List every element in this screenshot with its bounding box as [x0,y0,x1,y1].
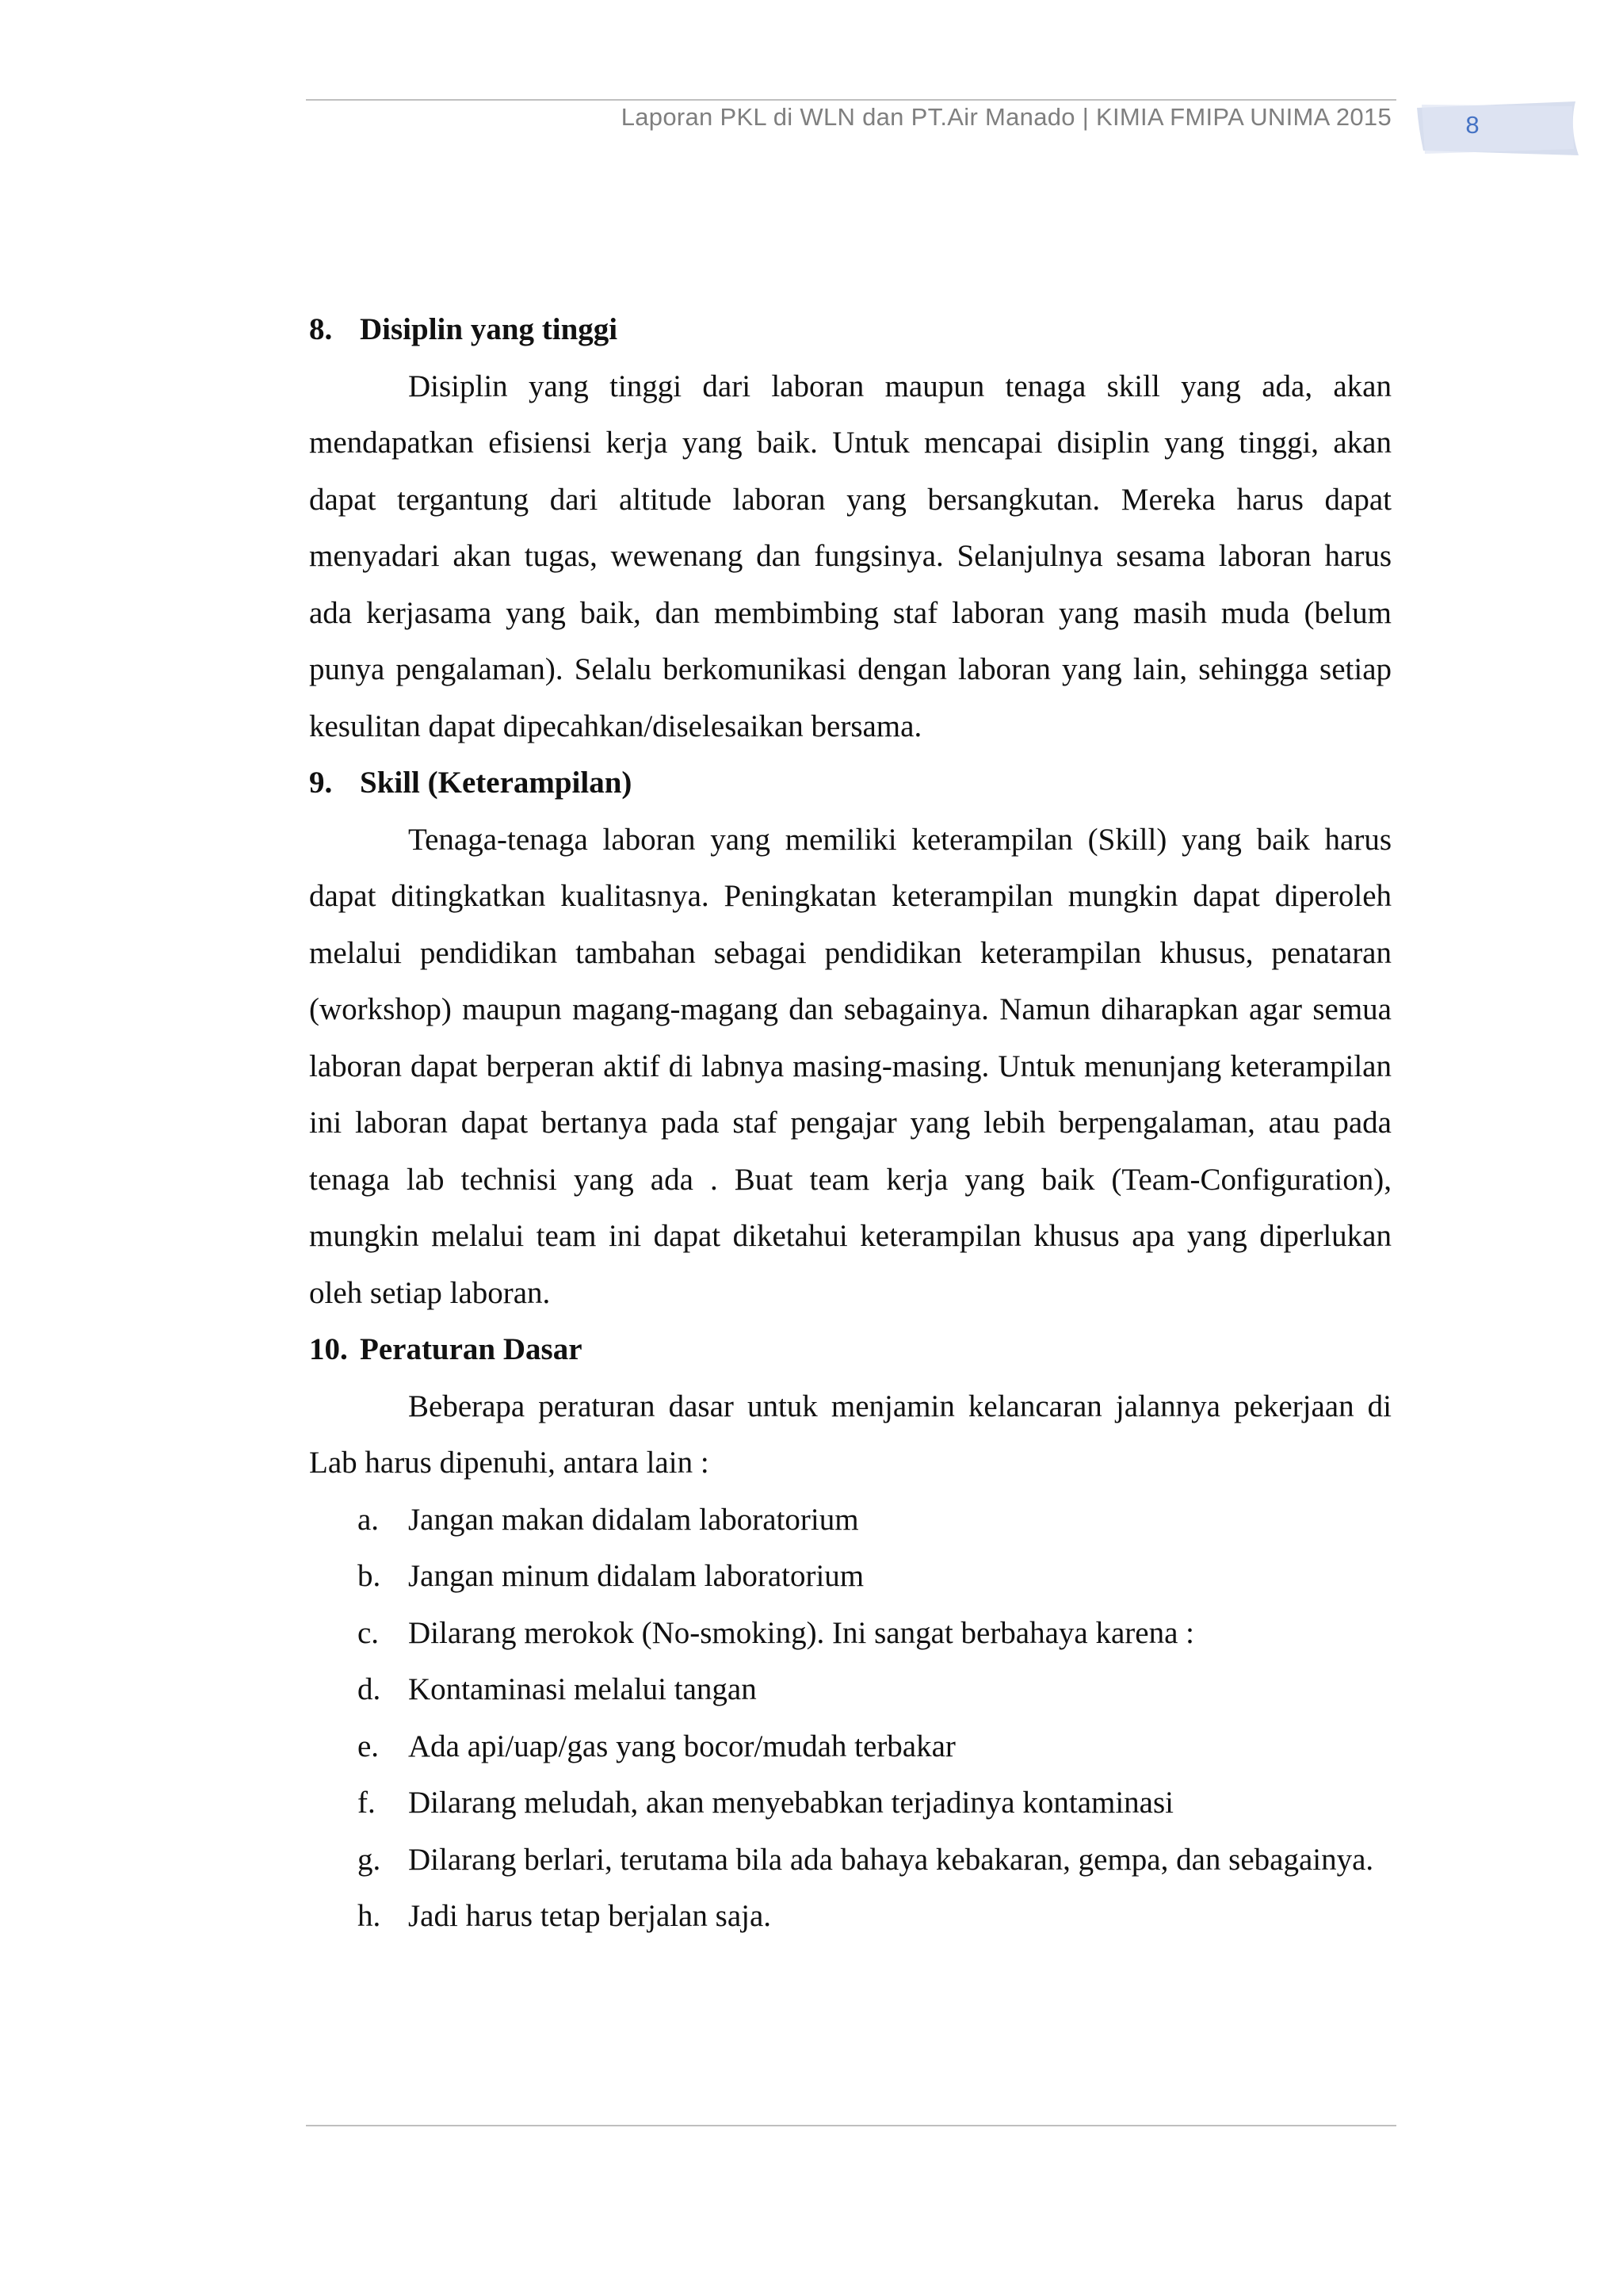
list-text: Jangan minum didalam laboratorium [408,1559,865,1593]
list-item [309,1492,1392,1549]
list-text: Ada api/uap/gas yang bocor/mudah terbakar [408,1729,956,1763]
list-text: Jadi harus tetap berjalan saja. [408,1899,772,1933]
list-letter: h. [357,1899,381,1933]
page-number-badge [1417,101,1579,157]
footer-rule [306,2125,1396,2126]
list-text: Dilarang merokok (No-smoking). Ini sangat berbahaya karena : [408,1615,1194,1650]
list-text: Dilarang meludah, akan menyebabkan terjadinya kontaminasi [408,1786,1174,1820]
list-text: Jangan makan didalam laboratorium [408,1502,859,1537]
list-item [309,1832,1392,1889]
section-number: 10. [309,1332,348,1366]
rules-list [309,1492,1392,1945]
list-item [309,1605,1392,1662]
list-item [309,1661,1392,1718]
section-heading [309,755,1392,812]
section-paragraph: Disiplin yang tinggi dari laboran maupun tenaga skill yang ada, akan mendapatkan efisiensi kerja yang baik. Untuk mencapai disiplin yang tinggi, akan dapat tergantung dari altitude laboran yang bersangkutan. Mereka harus dapat menyadari akan tugas, wewenang dan fungsinya. Selanjulnya sesama laboran harus ada kerjasama yang baik, dan membimbing staf laboran yang masih muda (belum punya pengalaman). Selalu berkomunikasi dengan laboran yang lain, sehingga setiap kesulitan dapat dipecahkan/diselesaikan bersama. [309,369,1392,743]
list-letter: c. [357,1615,380,1650]
section-paragraph: Beberapa peraturan dasar untuk menjamin kelancaran jalannya pekerjaan di Lab harus dipenuhi, antara lain : [309,1389,1392,1480]
list-letter: b. [357,1559,381,1593]
list-item [309,1548,1392,1605]
list-text: Kontaminasi melalui tangan [408,1672,757,1706]
section-number: 9. [309,766,333,800]
header-title: Laporan PKL di WLN dan PT.Air Manado | KIMIA FMIPA UNIMA 2015 [621,103,1392,131]
section-paragraph: Tenaga-tenaga laboran yang memiliki keterampilan (Skill) yang baik harus dapat ditingkatkan kualitasnya. Peningkatan keterampilan mungkin dapat diperoleh melalui pendidikan tambahan sebagai pendidikan keterampilan khusus, penataran (workshop) maupun magang-magang dan sebagainya. Namun diharapkan agar semua laboran dapat berperan aktif di labnya masing-masing. Untuk menunjang keterampilan ini laboran dapat bertanya pada staf pengajar yang lebih berpengalaman, atau pada tenaga lab technisi yang ada . Buat team kerja yang baik (Team-Configuration), mungkin melalui team ini dapat diketahui keterampilan khusus apa yang diperlukan oleh setiap laboran. [309,822,1392,1310]
page-number: 8 [1465,111,1480,139]
list-letter: d. [357,1672,381,1706]
section-heading [309,1321,1392,1378]
header-rule [306,99,1396,101]
section-number: 8. [309,312,333,346]
section-heading [309,301,1392,358]
list-letter: g. [357,1842,381,1877]
list-letter: e. [357,1729,380,1763]
list-letter: a. [357,1502,380,1537]
section-title: Disiplin yang tinggi [360,312,618,346]
section-title: Skill (Keterampilan) [360,766,632,800]
list-letter: f. [357,1786,376,1820]
section-title: Peraturan Dasar [360,1332,582,1366]
list-item [309,1888,1392,1945]
list-item [309,1718,1392,1775]
document-body [309,301,1392,1945]
list-text: Dilarang berlari, terutama bila ada bahaya kebakaran, gempa, dan sebagainya. [408,1842,1374,1877]
list-item [309,1775,1392,1832]
